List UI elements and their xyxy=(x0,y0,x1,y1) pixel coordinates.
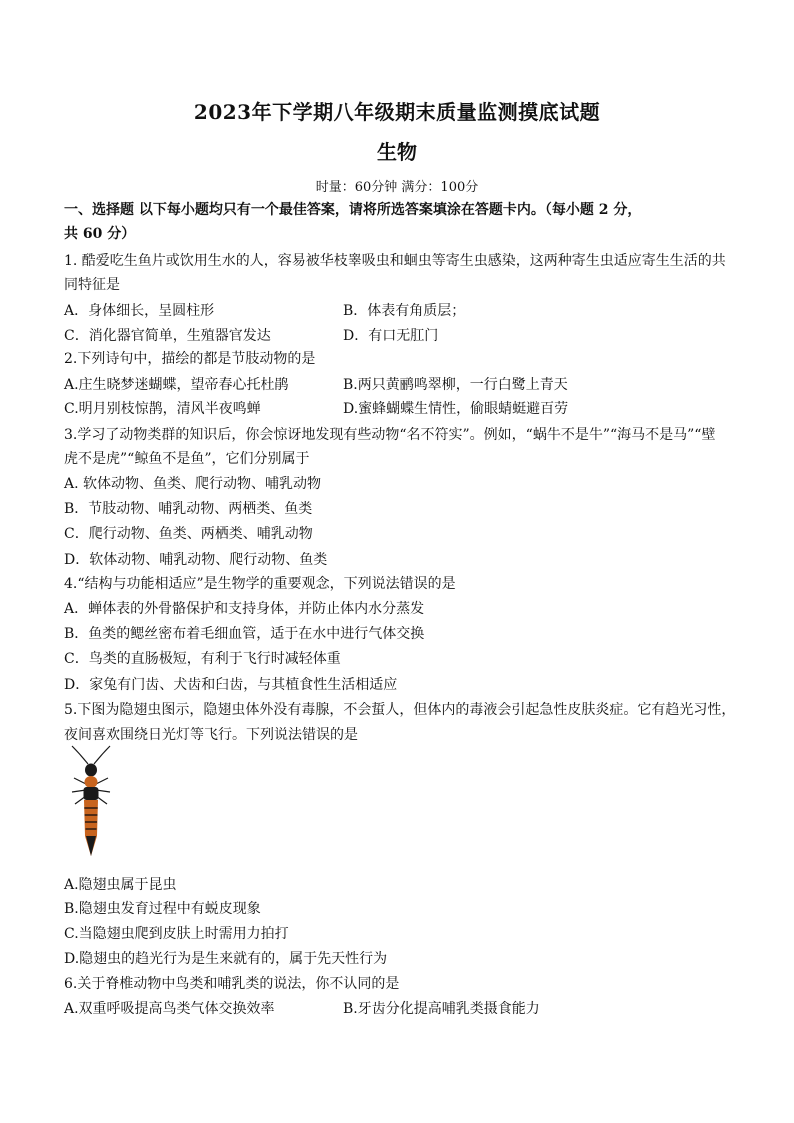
q2-option-d: D.蜜蜂蝴蝶生情性，偷眼蜻蜓避百劳 xyxy=(343,401,569,417)
exam-meta: 时量：60分钟 满分：100分 xyxy=(315,180,479,195)
q6-option-a: A.双重呼吸提高鸟类气体交换效率 xyxy=(64,1001,275,1017)
q4-option-a: A．蝉体表的外骨骼保护和支持身体，并防止体内水分蒸发 xyxy=(64,601,425,617)
q3-option-c: C．爬行动物、鱼类、两栖类、哺乳动物 xyxy=(64,526,313,542)
section-heading-cont: 共 60 分） xyxy=(64,226,136,242)
q1-option-a: A．身体细长，呈圆柱形 xyxy=(64,303,215,319)
q3-stem-cont: 虎不是虎”“鲸鱼不是鱼”，它们分别属于 xyxy=(64,451,310,467)
q2-option-a: A.庄生晓梦迷蝴蝶，望帝春心托杜鹃 xyxy=(64,377,289,393)
q4-option-c: C．鸟类的直肠极短，有利于飞行时减轻体重 xyxy=(64,651,341,667)
q5-option-a: A.隐翅虫属于昆虫 xyxy=(64,877,177,893)
q6-stem: 6.关于脊椎动物中鸟类和哺乳类的说法，你不认同的是 xyxy=(64,976,400,992)
q4-option-d: D．家兔有门齿、犬齿和臼齿，与其植食性生活相适应 xyxy=(64,677,398,693)
rove-beetle-illustration xyxy=(66,744,116,862)
q5-option-b: B.隐翅虫发育过程中有蜕皮现象 xyxy=(64,901,261,917)
q4-option-b: B．鱼类的鳃丝密布着毛细血管，适于在水中进行气体交换 xyxy=(64,626,425,642)
q2-stem: 2.下列诗句中，描绘的都是节肢动物的是 xyxy=(64,351,316,367)
q1-stem: 1. 酷爱吃生鱼片或饮用生水的人，容易被华枝睾吸虫和蛔虫等寄生虫感染，这两种寄生虫适应寄生生活的共 xyxy=(64,253,726,269)
q3-option-a: A. 软体动物、鱼类、爬行动物、哺乳动物 xyxy=(64,476,322,492)
q5-option-c: C.当隐翅虫爬到皮肤上时需用力拍打 xyxy=(64,926,289,942)
q4-stem: 4.“结构与功能相适应”是生物学的重要观念，下列说法错误的是 xyxy=(64,576,456,592)
q3-option-b: B．节肢动物、哺乳动物、两栖类、鱼类 xyxy=(64,501,313,517)
q1-option-b: B．体表有角质层； xyxy=(343,303,466,319)
q1-option-d: D．有口无肛门 xyxy=(343,328,439,344)
q2-option-b: B.两只黄鹂鸣翠柳，一行白鹭上青天 xyxy=(343,377,568,393)
q3-option-d: D．软体动物、哺乳动物、爬行动物、鱼类 xyxy=(64,552,328,568)
subject-title: 生物 xyxy=(377,140,417,164)
q6-option-b: B.牙齿分化提高哺乳类摄食能力 xyxy=(343,1001,540,1017)
q3-stem: 3.学习了动物类群的知识后，你会惊讶地发现有些动物“名不符实”。例如，“蜗牛不是牛”“海马不是马”“壁 xyxy=(64,427,716,443)
q5-option-d: D.隐翅虫的趋光行为是生来就有的，属于先天性行为 xyxy=(64,951,388,967)
exam-title: 2023年下学期八年级期末质量监测摸底试题 xyxy=(193,100,601,124)
q5-stem: 5.下图为隐翅虫图示，隐翅虫体外没有毒腺，不会蜇人，但体内的毒液会引起急性皮肤炎症。它有趋光习性， xyxy=(64,702,736,718)
q1-stem-cont: 同特征是 xyxy=(64,277,120,293)
q1-option-c: C．消化器官简单，生殖器官发达 xyxy=(64,328,271,344)
q5-stem-cont: 夜间喜欢围绕日光灯等飞行。下列说法错误的是 xyxy=(64,727,358,743)
q2-option-c: C.明月别枝惊鹊，清风半夜鸣蝉 xyxy=(64,401,261,417)
section-heading: 一、选择题 以下每小题均只有一个最佳答案，请将所选答案填涂在答题卡内。（每小题 2 分， xyxy=(64,202,642,218)
